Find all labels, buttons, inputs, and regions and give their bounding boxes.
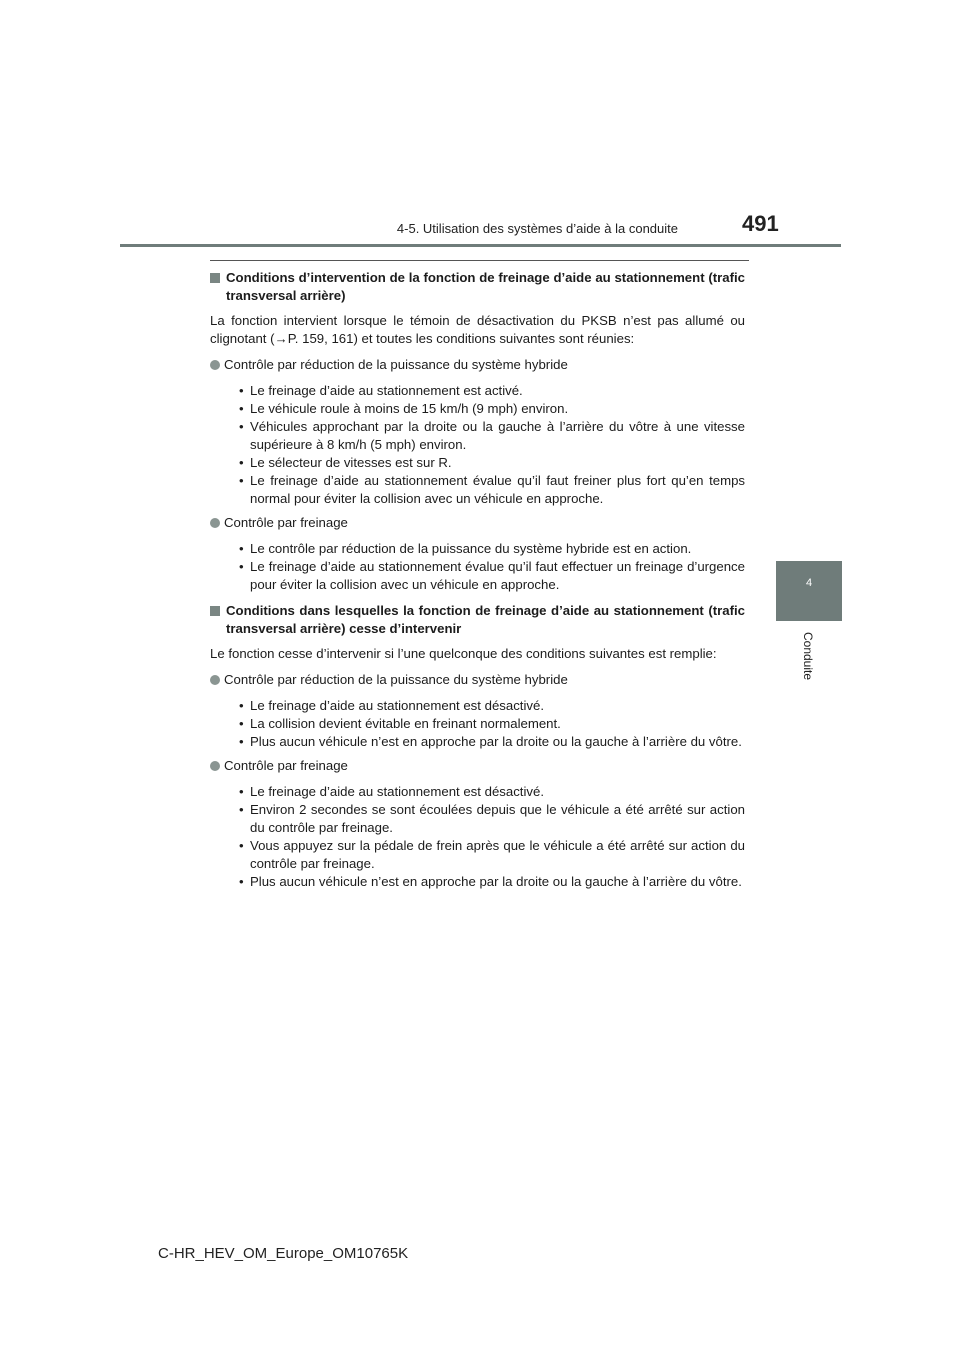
subsection-heading [210,514,745,532]
square-bullet-icon [210,606,220,616]
list-item-text: Le véhicule roule à moins de 15 km/h (9 mph) environ. [250,401,569,416]
bullet-list [210,697,745,751]
list-item [210,472,745,508]
section-heading-text: Conditions dans lesquelles la fonction de freinage d’aide au stationnement (trafic transversal arrière) cesse d’intervenir [226,603,745,636]
subsection-heading [210,757,745,775]
subsection-heading-text: Contrôle par réduction de la puissance du système hybride [224,357,568,372]
list-item [210,454,745,472]
chapter-label [801,631,821,681]
bullet-glyph: • [239,401,244,416]
list-item [210,382,745,400]
list-item-text: Le contrôle par réduction de la puissance du système hybride est en action. [250,541,692,556]
paragraph: Le fonction cesse d’intervenir si l’une quelconque des conditions suivantes est remplie: [210,646,717,661]
list-item-text: Vous appuyez sur la pédale de frein après que le véhicule a été arrêté sur action du contrôle par freinage. [250,838,745,871]
list-item-text: Le freinage d’aide au stationnement est désactivé. [250,784,544,799]
footer-doc-code: C-HR_HEV_OM_Europe_OM10765K [158,1245,409,1262]
list-item-text: Le freinage d’aide au stationnement évalue qu’il faut effectuer un freinage d’urgence pour éviter la collision avec un véhicule en approche. [250,559,745,592]
subsection-heading-text: Contrôle par freinage [224,515,348,530]
circle-bullet-icon [210,518,220,528]
list-item-text: Plus aucun véhicule n’est en approche par la droite ou la gauche à l’arrière du vôtre. [250,874,742,889]
bullet-list [210,540,745,594]
circle-bullet-icon [210,761,220,771]
bullet-glyph: • [239,383,244,398]
section-heading [210,269,745,305]
bullet-list [210,382,745,508]
bullet-glyph: • [239,541,244,556]
bullet-list [210,783,745,891]
header-rule [120,244,841,247]
chapter-label-text: Conduite [801,631,815,681]
subsection-heading-text: Contrôle par réduction de la puissance du système hybride [224,672,568,687]
list-item-text: Plus aucun véhicule n’est en approche par la droite ou la gauche à l’arrière du vôtre. [250,734,742,749]
page-number: 491 [742,211,779,236]
circle-bullet-icon [210,675,220,685]
bullet-glyph: • [239,559,244,574]
subsection-heading-text: Contrôle par freinage [224,758,348,773]
bullet-glyph: • [239,419,244,434]
subsection-heading [210,356,745,374]
list-item [210,873,745,891]
list-item [210,697,745,715]
bullet-glyph: • [239,698,244,713]
square-bullet-icon [210,273,220,283]
bullet-glyph: • [239,802,244,817]
list-item [210,418,745,454]
list-item [210,837,745,873]
bullet-glyph: • [239,874,244,889]
list-item-text: Le freinage d’aide au stationnement est activé. [250,383,523,398]
chapter-tab-number: 4 [805,577,813,589]
list-item [210,733,745,751]
list-item [210,540,745,558]
bullet-glyph: • [239,838,244,853]
page-content [210,269,745,897]
list-item-text: Le freinage d’aide au stationnement est désactivé. [250,698,544,713]
circle-bullet-icon [210,360,220,370]
list-item-text: Le sélecteur de vitesses est sur R. [250,455,452,470]
bullet-glyph: • [239,716,244,731]
list-item-text: La collision devient évitable en freinant normalement. [250,716,561,731]
list-item-text: Environ 2 secondes se sont écoulées depuis que le véhicule a été arrêté sur action du contrôle par freinage. [250,802,745,835]
section-heading [210,602,745,638]
bullet-glyph: • [239,455,244,470]
list-item [210,715,745,733]
chapter-tab [776,561,842,621]
list-item [210,558,745,594]
bullet-glyph: • [239,784,244,799]
list-item [210,400,745,418]
list-item-text: Véhicules approchant par la droite ou la gauche à l’arrière du vôtre à une vitesse supérieure à 8 km/h (5 mph) environ. [250,419,745,452]
bullet-glyph: • [239,473,244,488]
list-item-text: Le freinage d’aide au stationnement évalue qu’il faut freiner plus fort qu’en temps normal pour éviter la collision avec un véhicule en approche. [250,473,745,506]
list-item [210,801,745,837]
bullet-glyph: • [239,734,244,749]
header-section-title: 4-5. Utilisation des systèmes d’aide à la conduite [396,221,678,236]
subsection-heading [210,671,745,689]
content-rule [210,260,749,261]
list-item [210,783,745,801]
paragraph: La fonction intervient lorsque le témoin de désactivation du PKSB n’est pas allumé ou clignotant (→P. 159, 161) et toutes les conditions suivantes sont réunies: [210,313,745,346]
section-heading-text: Conditions d’intervention de la fonction de freinage d’aide au stationnement (trafic transversal arrière) [226,270,745,303]
